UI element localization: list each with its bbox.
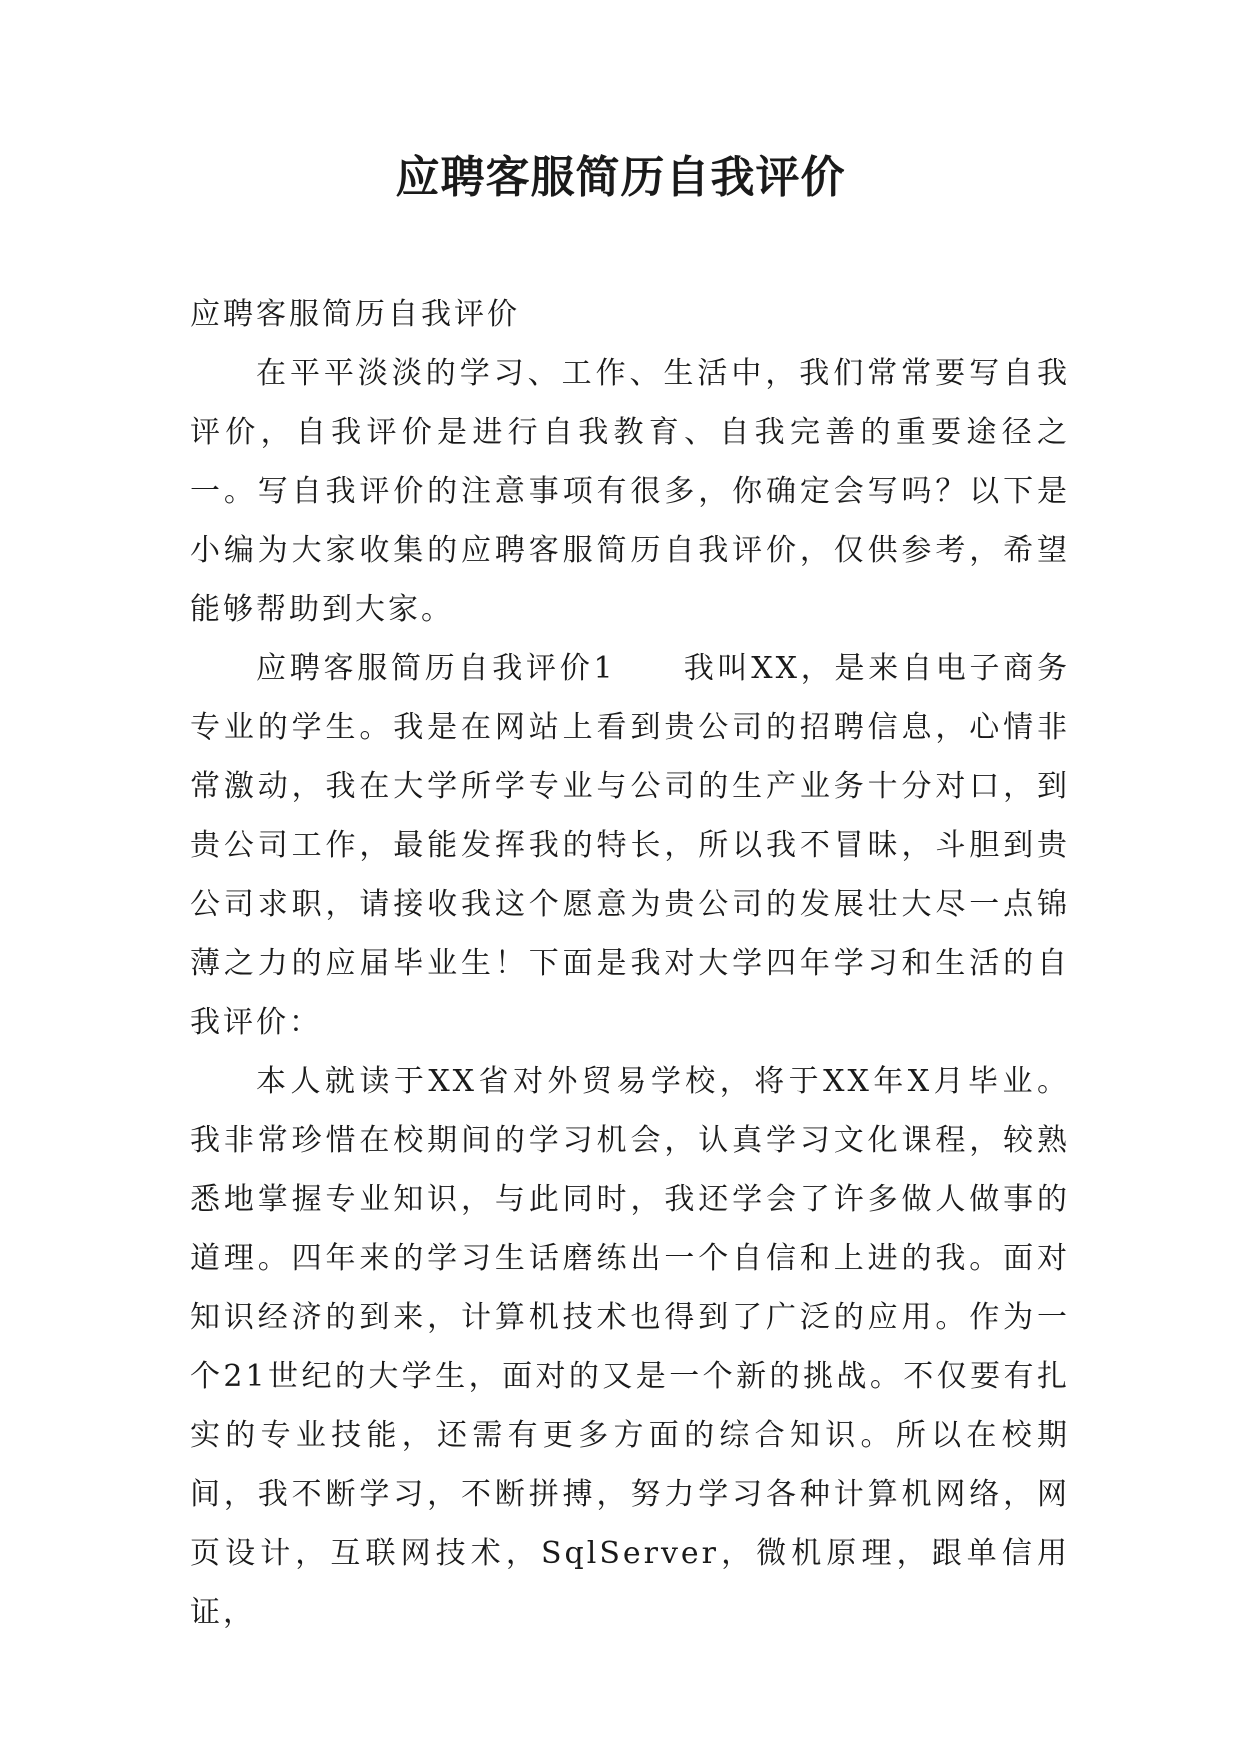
intro-paragraph: 在平平淡淡的学习、工作、生活中，我们常常要写自我评价，自我评价是进行自我教育、自我完善的重要途径之一。写自我评价的注意事项有很多，你确定会写吗？以下是小编为大家收集的应聘客服简历自我评价，仅供参考，希望能够帮助到大家。 xyxy=(190,356,1070,627)
education-paragraph: 本人就读于XX省对外贸易学校，将于XX年X月毕业。我非常珍惜在校期间的学习机会，认真学习文化课程，较熟悉地掌握专业知识，与此同时，我还学会了许多做人做事的道理。四年来的学习生话磨练出一个自信和上进的我。面对知识经济的到来，计算机技术也得到了广泛的应用。作为一个21世纪的大学生，面对的又是一个新的挑战。不仅要有扎实的专业技能，还需有更多方面的综合知识。所以在校期间，我不断学习，不断拼搏，努力学习各种计算机网络，网页设计，互联网技术，SqlServer，微机原理，跟单信用证， xyxy=(190,1064,1070,1630)
document-body xyxy=(190,285,1070,1642)
evaluation-1-paragraph: 应聘客服简历自我评价1 我叫XX，是来自电子商务专业的学生。我是在网站上看到贵公司的招聘信息，心情非常激动，我在大学所学专业与公司的生产业务十分对口，到贵公司工作，最能发挥我的特长，所以我不冒昧，斗胆到贵公司求职，请接收我这个愿意为贵公司的发展壮大尽一点锦薄之力的应届毕业生！下面是我对大学四年学习和生活的自我评价： xyxy=(190,651,1070,1040)
subtitle-paragraph: 应聘客服简历自我评价 xyxy=(190,297,520,332)
document-title: 应聘客服简历自我评价 xyxy=(395,152,846,203)
